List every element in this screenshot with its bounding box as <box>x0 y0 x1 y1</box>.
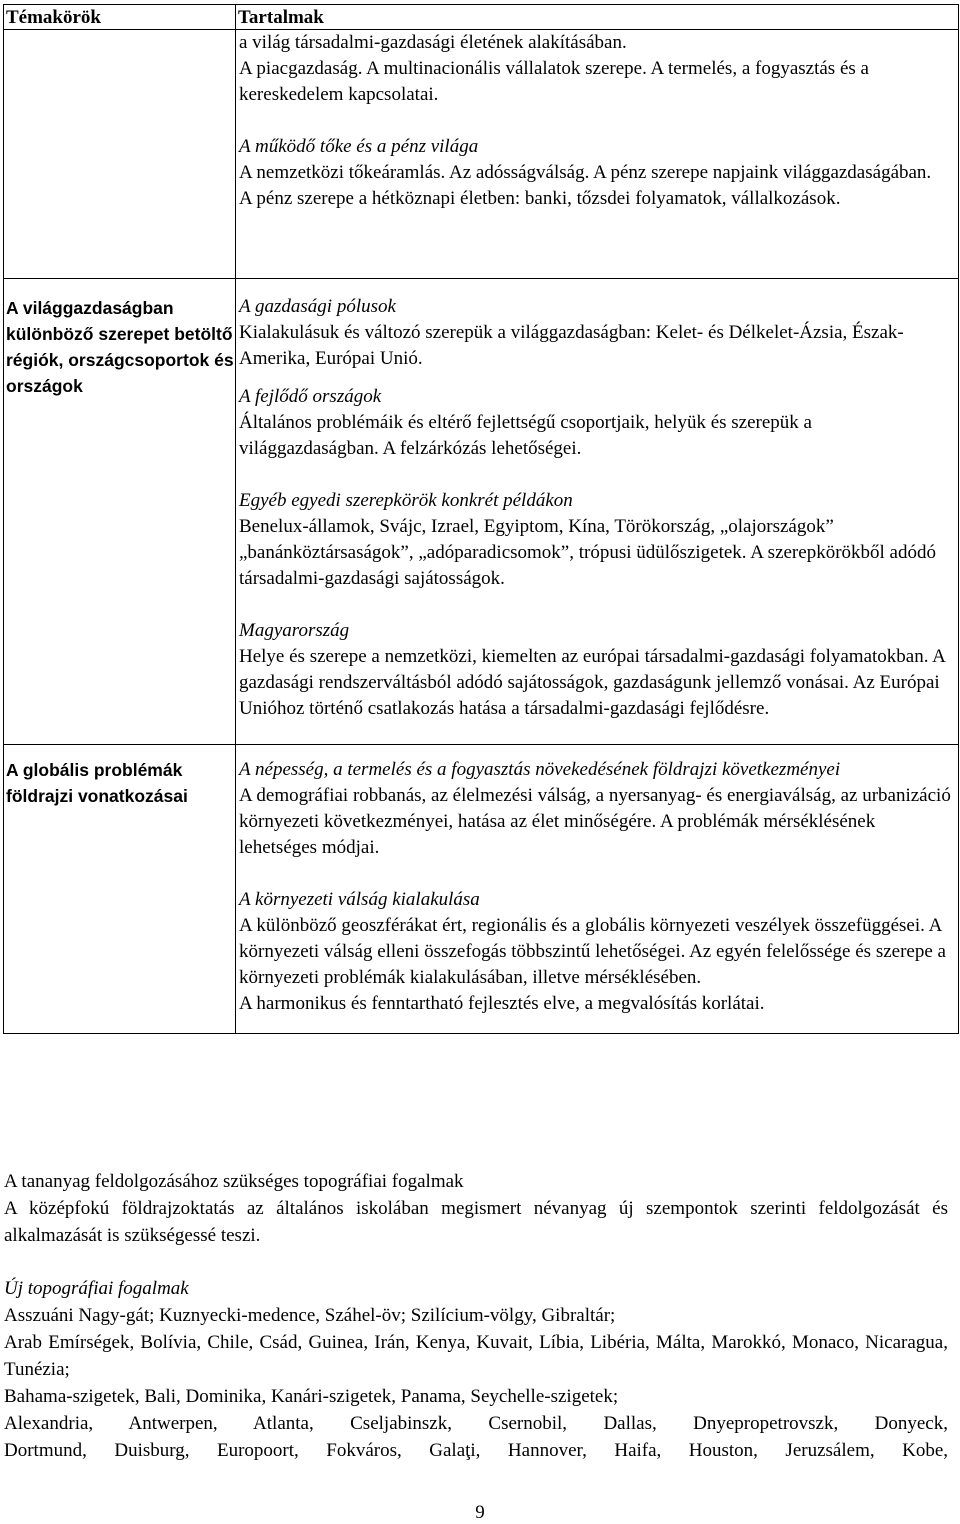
terms-line: Bahama-szigetek, Bali, Dominika, Kanári-szigetek, Panama, Seychelle-szigetek; <box>4 1386 619 1407</box>
header-contents: Tartalmak <box>236 5 959 30</box>
section-text: A különböző geoszférákat ért, regionális és a globális környezeti veszélyek összefüggései. A környezeti válság elleni összefogás többszintű lehetőségei. Az egyén felelőssége és szerepe a környezeti problémák kialakulásában, illetve mérséklésében. <box>239 915 946 988</box>
terms-line: Dortmund, Duisburg, Europoort, Fokváros, Galaţi, Hannover, Haifa, Houston, Jeruzsálem, Kobe, <box>4 1440 948 1461</box>
content-line: A pénz szerepe a hétköznapi életben: banki, tőzsdei folyamatok, vállalkozások. <box>239 188 841 209</box>
topic-cell: A világgazdaságban különböző szerepet betöltő régiók, országcsoportok és országok <box>4 279 236 745</box>
section-text: Helye és szerepe a nemzetközi, kiemelten az európai társadalmi-gazdasági folyamatokban. A gazdasági rendszerváltásból adódó sajátosságok, gazdaságunk jellemző vonásai. Az Európai Unióhoz történő csatlakozás hatása a társadalmi-gazdasági fejlődésre. <box>239 646 945 719</box>
section-title: A gazdasági pólusok <box>239 296 396 317</box>
topography-intro: A középfokú földrajzoktatás az általános iskolában megismert névanyag új szempontok szerinti feldolgozását és alkalmazását is szükségessé teszi. <box>4 1198 948 1246</box>
content-line: A piacgazdaság. A multinacionális vállalatok szerepe. A termelés, a fogyasztás és a kereskedelem kapcsolatai. <box>239 58 869 105</box>
content-cell <box>236 745 959 1034</box>
section-title: A népesség, a termelés és a fogyasztás növekedésének földrajzi következményei <box>239 759 841 780</box>
content-line: A nemzetközi tőkeáramlás. Az adósságválság. A pénz szerepe napjaink világgazdaságában. <box>239 162 932 183</box>
section-title: Egyéb egyedi szerepkörök konkrét példákon <box>239 490 573 511</box>
section-text: A demográfiai robbanás, az élelmezési válság, a nyersanyag- és energiaválság, az urbanizáció környezeti következményei, hatása az élet minőségére. A problémák mérséklésének lehetséges módjai. <box>239 785 951 858</box>
topic-cell: A globális problémák földrajzi vonatkozásai <box>4 745 236 1034</box>
section-title: A környezeti válság kialakulása <box>239 889 480 910</box>
topography-heading: A tananyag feldolgozásához szükséges topográfiai fogalmak <box>4 1171 464 1192</box>
curriculum-table <box>3 4 959 1034</box>
content-cell <box>236 30 959 279</box>
content-line: a világ társadalmi-gazdasági életének alakításában. <box>239 32 627 53</box>
header-topics: Témakörök <box>4 5 236 30</box>
terms-line: Alexandria, Antwerpen, Atlanta, Cseljabinszk, Csernobil, Dallas, Dnyepropetrovszk, Donyeck, <box>4 1413 948 1434</box>
terms-line: Arab Emírségek, Bolívia, Chile, Csád, Guinea, Irán, Kenya, Kuvait, Líbia, Libéria, Málta, Marokkó, Monaco, Nicaragua, Tunézia; <box>4 1332 948 1380</box>
table-row <box>4 745 959 1034</box>
section-text: Kialakulásuk és változó szerepük a világgazdaságban: Kelet- és Délkelet-Ázsia, Észak-Amerika, Európai Unió. <box>239 322 904 369</box>
section-title: A fejlődő országok <box>239 386 382 407</box>
section-text: Általános problémáik és eltérő fejlettségű csoportjaik, helyük és szerepük a világgazdaságban. A felzárkózás lehetőségei. <box>239 412 812 459</box>
table-row <box>4 279 959 745</box>
section-title: A működő tőke és a pénz világa <box>239 136 479 157</box>
topography-section <box>4 1168 948 1464</box>
section-text: A harmonikus és fenntartható fejlesztés elve, a megvalósítás korlátai. <box>239 993 765 1014</box>
content-cell <box>236 279 959 745</box>
table-header-row <box>4 5 959 30</box>
section-text: Benelux-államok, Svájc, Izrael, Egyiptom, Kína, Törökország, „olajországok” „banánköztársaságok”, „adóparadicsomok”, trópusi üdülőszigetek. A szerepkörökből adódó társadalmi-gazdasági sajátosságok. <box>239 516 936 589</box>
table-row <box>4 30 959 279</box>
page-number: 9 <box>475 1502 485 1523</box>
topic-cell-empty <box>4 30 236 279</box>
terms-line: Asszuáni Nagy-gát; Kuznyecki-medence, Száhel-öv; Szilícium-völgy, Gibraltár; <box>4 1305 616 1326</box>
section-title: Magyarország <box>239 620 350 641</box>
new-terms-title: Új topográfiai fogalmak <box>4 1278 189 1299</box>
